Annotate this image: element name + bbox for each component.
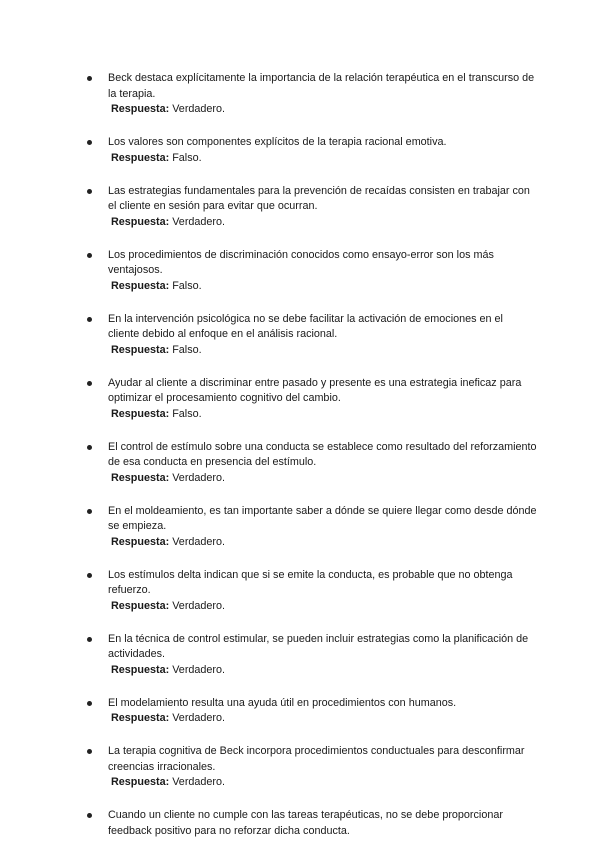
bullet-icon bbox=[87, 381, 92, 386]
answer-line bbox=[108, 599, 537, 615]
question-text: Los procedimientos de discriminación conocidos como ensayo-error son los más ventajosos. bbox=[108, 248, 494, 276]
bullet-icon bbox=[87, 140, 92, 145]
answer-label: Respuesta: bbox=[111, 103, 170, 115]
bullet-icon bbox=[87, 253, 92, 258]
answer-label: Respuesta: bbox=[111, 776, 170, 788]
list-item bbox=[87, 568, 537, 615]
answer-value: Verdadero. bbox=[172, 663, 226, 676]
list-item bbox=[87, 135, 537, 166]
question-text: El modelamiento resulta una ayuda útil en procedimientos con humanos. bbox=[108, 696, 457, 709]
question-text: En la técnica de control estimular, se pueden incluir estrategias como la planificación de actividades. bbox=[108, 632, 529, 660]
list-item bbox=[87, 248, 537, 295]
answer-value: Verdadero. bbox=[172, 215, 226, 228]
answer-label: Respuesta: bbox=[111, 471, 170, 484]
list-item bbox=[87, 312, 537, 359]
bullet-icon bbox=[87, 749, 92, 754]
answer-line bbox=[108, 535, 537, 551]
question-text: Cuando un cliente no cumple con las tareas terapéuticas, no se debe proporcionar feedback positivo para no reforzar dicha conducta. bbox=[108, 809, 503, 837]
answer-value: Verdadero. bbox=[172, 599, 226, 612]
bullet-icon bbox=[87, 509, 92, 514]
answer-line bbox=[108, 102, 537, 118]
bullet-icon bbox=[87, 76, 92, 81]
question-list bbox=[87, 71, 537, 857]
question-text: En el moldeamiento, es tan importante saber a dónde se quiere llegar como desde dónde se empieza. bbox=[108, 504, 537, 532]
question-text: Los estímulos delta indican que si se emite la conducta, es probable que no obtenga refuerzo. bbox=[108, 568, 513, 596]
answer-value: Falso. bbox=[172, 151, 202, 164]
answer-label: Respuesta: bbox=[111, 712, 170, 724]
answer-value: Falso. bbox=[172, 343, 202, 356]
answer-line bbox=[108, 663, 537, 679]
answer-label: Respuesta: bbox=[111, 279, 170, 292]
answer-value: Falso. bbox=[172, 279, 202, 292]
bullet-icon bbox=[87, 189, 92, 194]
answer-line bbox=[108, 215, 537, 231]
list-item bbox=[87, 184, 537, 231]
list-item bbox=[87, 808, 537, 839]
question-text: Ayudar al cliente a discriminar entre pasado y presente es una estrategia ineficaz para optimizar el procesamiento cognitivo del cambio. bbox=[108, 376, 522, 404]
bullet-icon bbox=[87, 317, 92, 322]
answer-line bbox=[108, 343, 537, 359]
list-item bbox=[87, 696, 537, 727]
answer-label: Respuesta: bbox=[111, 151, 170, 164]
question-text: Las estrategias fundamentales para la prevención de recaídas consisten en trabajar con el cliente en sesión para evitar que ocurran. bbox=[108, 184, 530, 212]
answer-label: Respuesta: bbox=[111, 535, 170, 548]
question-text: Los valores son componentes explícitos de la terapia racional emotiva. bbox=[108, 136, 447, 148]
bullet-icon bbox=[87, 637, 92, 642]
bullet-icon bbox=[87, 701, 92, 706]
answer-label: Respuesta: bbox=[111, 599, 170, 612]
answer-line bbox=[108, 151, 537, 167]
answer-line bbox=[108, 407, 537, 423]
list-item bbox=[87, 504, 537, 551]
answer-line bbox=[108, 775, 537, 791]
list-item bbox=[87, 632, 537, 679]
answer-value: Falso. bbox=[172, 407, 202, 420]
answer-value: Verdadero. bbox=[172, 103, 226, 115]
answer-line bbox=[108, 471, 537, 487]
question-text: El control de estímulo sobre una conducta se establece como resultado del reforzamiento de esa conducta en presencia del estímulo. bbox=[108, 440, 537, 468]
list-item bbox=[87, 71, 537, 118]
answer-value: Verdadero. bbox=[172, 535, 226, 548]
answer-label: Respuesta: bbox=[111, 215, 170, 228]
answer-line bbox=[108, 711, 537, 727]
answer-label: Respuesta: bbox=[111, 663, 170, 676]
question-text: Beck destaca explícitamente la importancia de la relación terapéutica en el transcurso de la terapia. bbox=[108, 72, 535, 100]
question-text: En la intervención psicológica no se debe facilitar la activación de emociones en el cliente debido al enfoque en el análisis racional. bbox=[108, 312, 503, 340]
list-item bbox=[87, 376, 537, 423]
answer-line bbox=[108, 279, 537, 295]
bullet-icon bbox=[87, 573, 92, 578]
bullet-icon bbox=[87, 445, 92, 450]
list-item bbox=[87, 440, 537, 487]
answer-value: Verdadero. bbox=[172, 776, 226, 788]
answer-label: Respuesta: bbox=[111, 407, 170, 420]
bullet-icon bbox=[87, 813, 92, 818]
list-item bbox=[87, 744, 537, 791]
answer-label: Respuesta: bbox=[111, 343, 170, 356]
answer-value: Verdadero. bbox=[172, 712, 226, 724]
answer-value: Verdadero. bbox=[172, 471, 226, 484]
question-text: La terapia cognitiva de Beck incorpora procedimientos conductuales para desconfirmar creencias irracionales. bbox=[108, 745, 525, 773]
